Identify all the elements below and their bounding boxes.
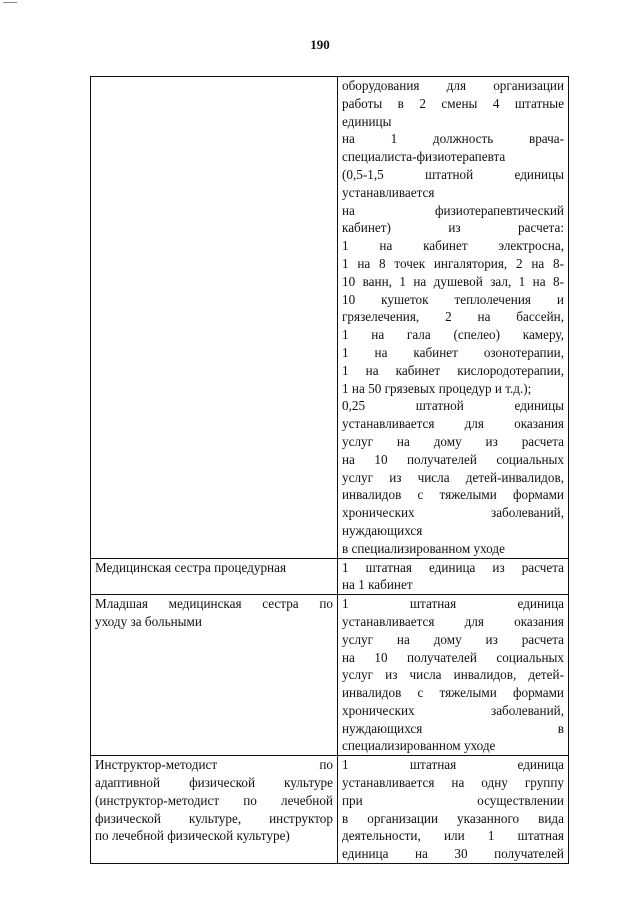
norm-text-line: устанавливается для оказания bbox=[342, 416, 564, 432]
norm-text-line: на физиотерапевтический bbox=[342, 202, 564, 218]
norm-text-line: оборудования для организации bbox=[342, 78, 564, 93]
norm-lines bbox=[342, 559, 564, 595]
norm-text-line: 1 на 8 точек ингалятория, 2 на 8- bbox=[342, 255, 564, 271]
table-row bbox=[91, 77, 569, 559]
norm-text-line: услуг из числа инвалидов, детей- bbox=[342, 667, 564, 683]
norm-lines bbox=[342, 77, 564, 558]
norm-lines bbox=[342, 756, 564, 863]
table-row bbox=[91, 756, 569, 864]
norm-cell bbox=[338, 77, 569, 559]
norm-text-line: кабинет) из расчета: bbox=[342, 220, 564, 236]
norm-text-line: устанавливается на одну группу bbox=[342, 775, 564, 791]
position-lines bbox=[95, 756, 333, 845]
norm-text-line: нуждающихся bbox=[342, 522, 423, 538]
norm-cell bbox=[338, 595, 569, 756]
norm-text-line: на 1 должность врача- bbox=[342, 131, 564, 147]
norm-text-line: инвалидов с тяжелыми формами bbox=[342, 685, 564, 701]
norm-text-line: хронических заболеваний, bbox=[342, 505, 564, 521]
position-text-line: Младшая медицинская сестра по bbox=[95, 596, 333, 612]
norm-text-line: услуг из числа детей-инвалидов, bbox=[342, 469, 564, 485]
norm-text-line: единицы bbox=[342, 113, 392, 129]
norm-cell bbox=[338, 558, 569, 595]
norm-text-line: на 10 получателей социальных bbox=[342, 451, 564, 467]
position-text-line: Медицинская сестра процедурная bbox=[95, 559, 287, 575]
norm-text-line: 1 штатная единица bbox=[342, 757, 564, 773]
norm-text-line: деятельности, или 1 штатная bbox=[342, 828, 564, 844]
norm-text-line: услуг на дому из расчета bbox=[342, 631, 564, 647]
norm-text-line: инвалидов с тяжелыми формами bbox=[342, 487, 564, 503]
position-cell bbox=[91, 77, 338, 559]
staffing-table bbox=[90, 76, 569, 864]
norm-lines bbox=[342, 595, 564, 755]
norm-text-line: устанавливается bbox=[342, 184, 435, 200]
norm-text-line: на 10 получателей социальных bbox=[342, 649, 564, 665]
norm-text-line: работы в 2 смены 4 штатные bbox=[342, 95, 564, 111]
position-text-line: уходу за больными bbox=[95, 613, 202, 629]
norm-text-line: 1 на 50 грязевых процедур и т.д.); bbox=[342, 380, 532, 396]
norm-text-line: в организации указанного вида bbox=[342, 810, 564, 826]
norm-text-line: устанавливается для оказания bbox=[342, 613, 564, 629]
position-text-line: Инструктор-методист по bbox=[95, 757, 333, 773]
norm-text-line: грязелечения, 2 на бассейн, bbox=[342, 309, 564, 325]
position-cell bbox=[91, 756, 338, 864]
page-number: 190 bbox=[310, 37, 330, 52]
norm-text-line: единица на 30 получателей bbox=[342, 846, 564, 862]
position-cell bbox=[91, 558, 338, 595]
norm-cell bbox=[338, 756, 569, 864]
norm-text-line: 1 штатная единица bbox=[342, 596, 564, 612]
table-row bbox=[91, 558, 569, 595]
position-text-line: адаптивной физической культуре bbox=[95, 775, 333, 791]
position-lines bbox=[95, 595, 333, 631]
norm-text-line: 0,25 штатной единицы bbox=[342, 398, 564, 414]
norm-text-line: 1 на кабинет кислородотерапии, bbox=[342, 362, 564, 378]
norm-text-line: 1 на кабинет озонотерапии, bbox=[342, 344, 564, 360]
position-text-line: (инструктор-методист по лечебной bbox=[95, 792, 333, 808]
corner-mark bbox=[3, 2, 17, 3]
norm-text-line: услуг на дому из расчета bbox=[342, 433, 564, 449]
norm-text-line: нуждающихся в bbox=[342, 720, 564, 736]
norm-text-line: 10 ванн, 1 на душевой зал, 1 на 8- bbox=[342, 273, 564, 289]
position-text-line: физической культуре, инструктор bbox=[95, 810, 333, 826]
position-lines bbox=[95, 559, 333, 577]
norm-text-line: специалиста-физиотерапевта bbox=[342, 149, 506, 165]
table-row bbox=[91, 595, 569, 756]
norm-text-line: (0,5-1,5 штатной единицы bbox=[342, 166, 564, 182]
norm-text-line: 1 штатная единица из расчета bbox=[342, 559, 564, 575]
norm-text-line: 1 на гала (спелео) камеру, bbox=[342, 327, 564, 343]
norm-text-line: при осуществлении bbox=[342, 792, 564, 808]
position-text-line: по лечебной физической культуре) bbox=[95, 828, 290, 844]
norm-text-line: специализированном уходе bbox=[342, 738, 496, 754]
norm-text-line: 1 на кабинет электросна, bbox=[342, 238, 564, 254]
norm-text-line: 10 кушеток теплолечения и bbox=[342, 291, 564, 307]
norm-text-line: в специализированном уходе bbox=[342, 540, 505, 556]
position-cell bbox=[91, 595, 338, 756]
norm-text-line: на 1 кабинет bbox=[342, 577, 413, 593]
norm-text-line: хронических заболеваний, bbox=[342, 702, 564, 718]
